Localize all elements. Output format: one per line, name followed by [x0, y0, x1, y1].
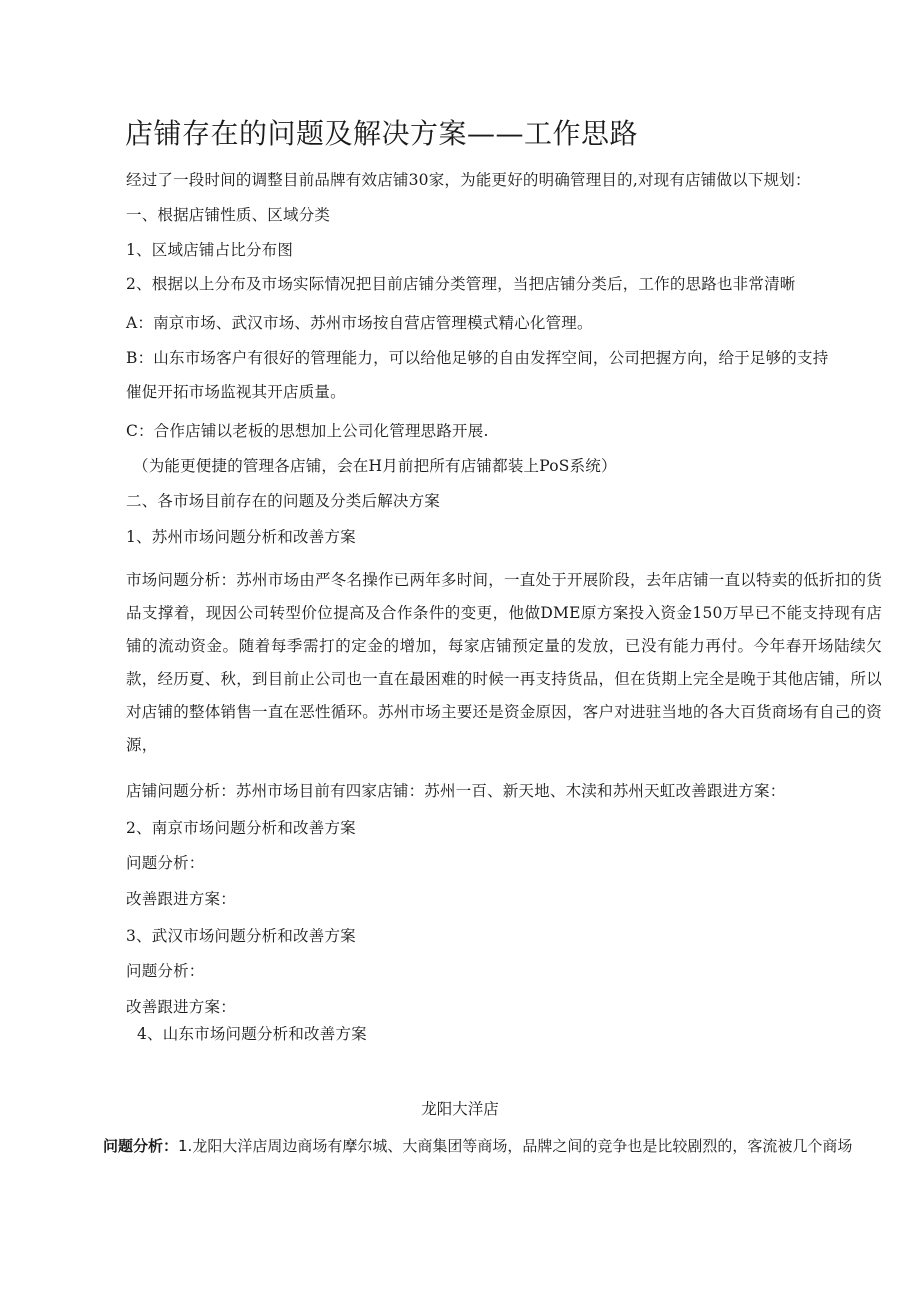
store-name-heading: 龙阳大洋店	[421, 1100, 499, 1118]
shandong-heading: 4、山东市场问题分析和改善方案	[137, 1025, 367, 1043]
nanjing-problem-label: 问题分析：	[126, 854, 205, 872]
section1-item-b-line2: 催促开拓市场监视其开店质量。	[126, 383, 346, 401]
section1-item-c: C：合作店铺以老板的思想加上公司化管理思路开展.	[126, 422, 489, 440]
store-problem-text: 1.龙阳大洋店周边商场有摩尔城、大商集团等商场，品牌之间的竞争也是比较剧烈的，客流被几个商场	[178, 1137, 853, 1155]
nanjing-heading: 2、南京市场问题分析和改善方案	[126, 819, 356, 837]
section1-item-b-line1: B：山东市场客户有很好的管理能力，可以给他足够的自由发挥空间，公司把握方向，给于足够的支持	[126, 349, 829, 367]
section2-heading: 二、各市场目前存在的问题及分类后解决方案	[126, 492, 441, 510]
suzhou-market-analysis: 市场问题分析：苏州市场由严冬名操作已两年多时间，一直处于开展阶段，去年店铺一直以特卖的低折扣的货品支撑着，现因公司转型价位提高及合作条件的变更，他做DME原方案投入资金150万早已不能支持现有店铺的流动资金。随着每季需打的定金的增加，每家店铺预定量的发放，已没有能力再付。今年春开场陆续欠款，经历夏、秋，到目前止公司也一直在最困难的时候一再支持货品，但在货期上完全是晚于其他店铺，所以对店铺的整体销售一直在恶性循环。苏州市场主要还是资金原因，客户对进驻当地的各大百货商场有自己的资源，	[126, 571, 882, 754]
document-title: 店铺存在的问题及解决方案——工作思路	[125, 117, 639, 150]
intro-paragraph: 经过了一段时间的调整目前品牌有效店铺30家，为能更好的明确管理目的,对现有店铺做以下规划：	[126, 171, 811, 189]
section1-item-a: A：南京市场、武汉市场、苏州市场按自营店管理模式精心化管理。	[126, 314, 593, 332]
section1-item2: 2、根据以上分布及市场实际情况把目前店铺分类管理，当把店铺分类后，工作的思路也非常清晰	[126, 275, 796, 293]
wuhan-plan-label: 改善跟进方案：	[126, 998, 236, 1016]
store-problem-line	[103, 1136, 852, 1156]
section1-heading: 一、根据店铺性质、区域分类	[126, 206, 331, 224]
wuhan-heading: 3、武汉市场问题分析和改善方案	[126, 927, 356, 945]
store-problem-label: 问题分析：	[103, 1137, 179, 1155]
nanjing-plan-label: 改善跟进方案：	[126, 890, 236, 908]
wuhan-problem-label: 问题分析：	[126, 962, 205, 980]
section1-note: （为能更便捷的管理各店铺，会在H月前把所有店铺都装上PoS系统）	[133, 457, 617, 475]
section1-item1: 1、区域店铺占比分布图	[126, 241, 294, 259]
suzhou-store-analysis: 店铺问题分析：苏州市场目前有四家店铺：苏州一百、新天地、木渎和苏州天虹改善跟进方案：	[126, 782, 786, 800]
suzhou-heading: 1、苏州市场问题分析和改善方案	[126, 528, 356, 546]
